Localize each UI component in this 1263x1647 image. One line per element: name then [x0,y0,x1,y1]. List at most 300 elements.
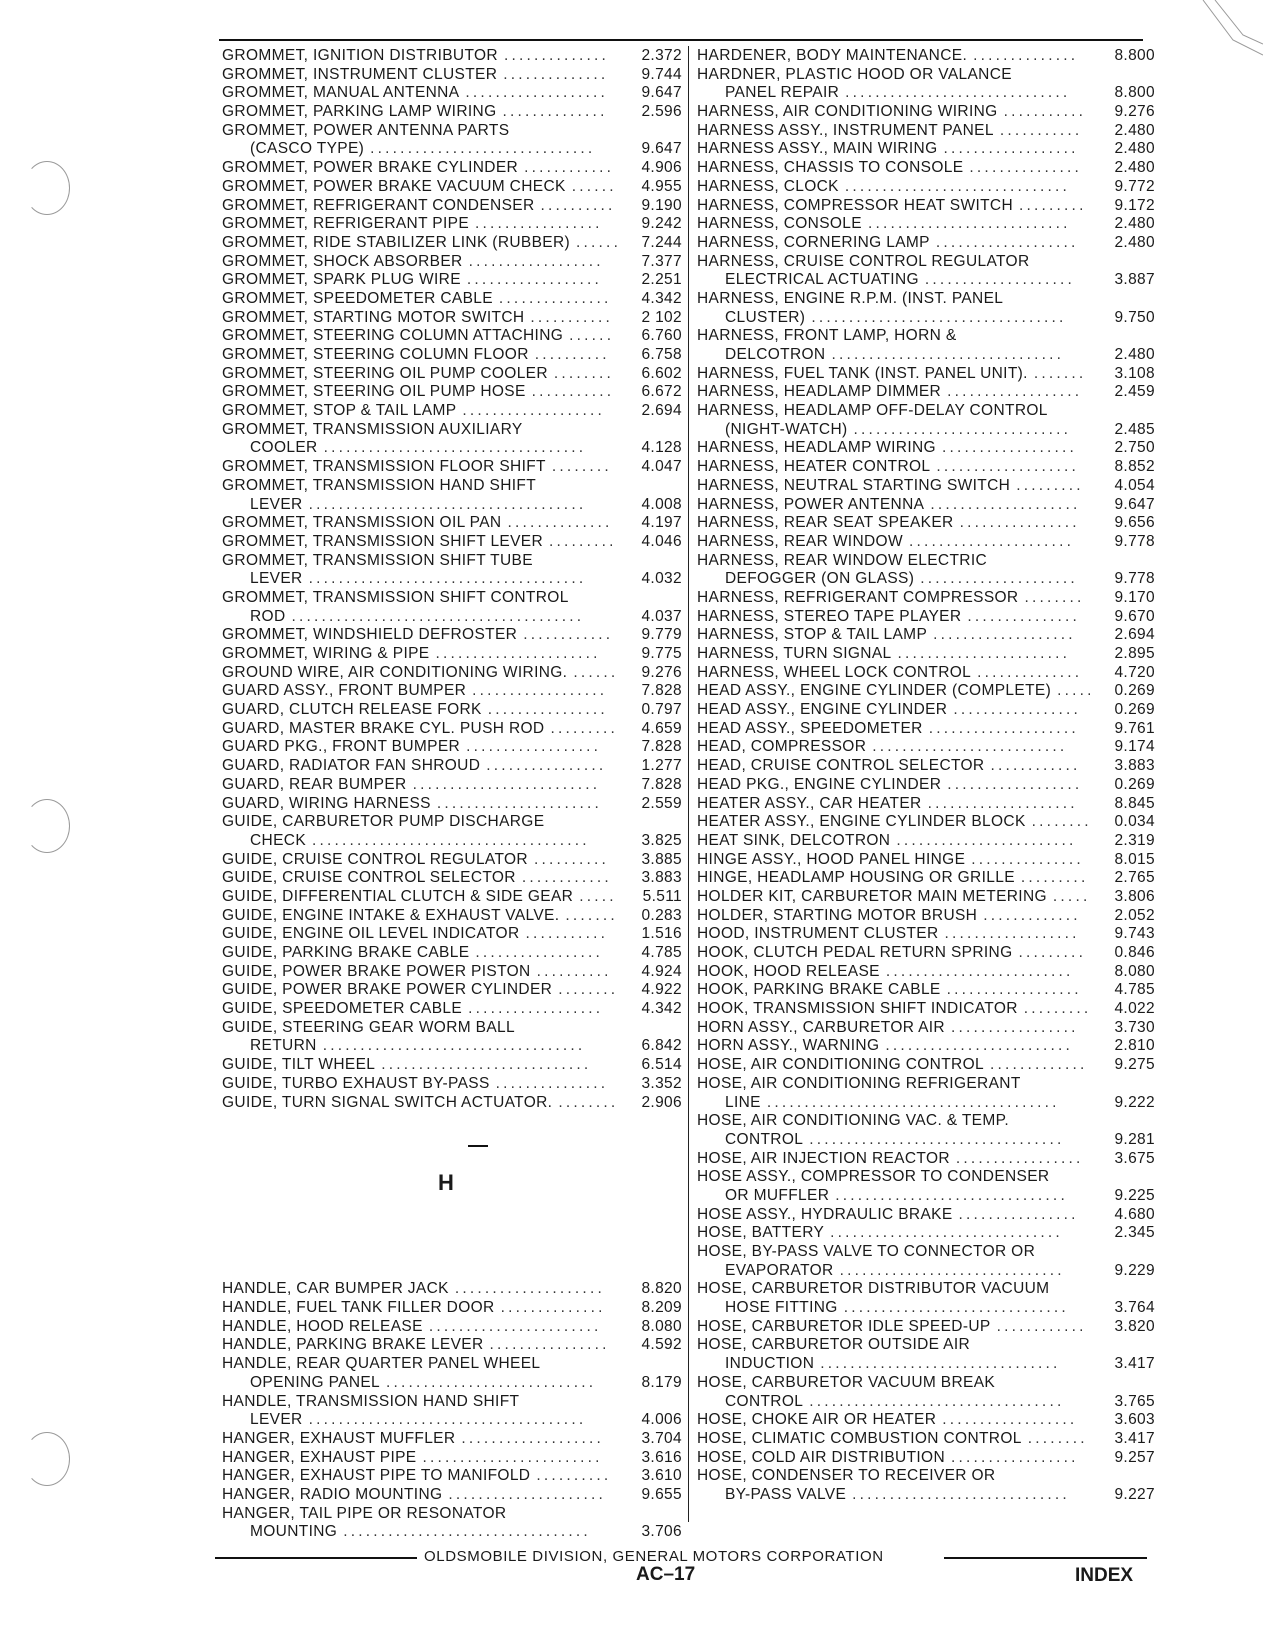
entry-text: GUIDE, TURBO EXHAUST BY-PASS [222,1074,490,1092]
dot-leader: ....... [1033,364,1087,382]
index-entry [222,888,682,907]
entry-page-ref: 9.775 [641,645,682,662]
entry-text: GROMMET, TRANSMISSION HAND SHIFT [222,476,537,494]
entry-page-ref: 0.797 [641,701,682,719]
dot-leader: ............. [983,906,1081,924]
entry-text: HOOK, HOOD RELEASE [697,962,880,980]
dot-leader: ................... [462,402,606,420]
entry-page-ref: 3.417 [1114,1355,1155,1373]
entry-text: LINE [725,1093,761,1111]
entry-page-ref: 0.269 [1114,775,1155,793]
index-entry [697,514,1155,533]
entry-page-ref: 4.197 [641,514,682,532]
dot-leader: .............................. [370,140,596,158]
dot-leader: ................. [953,701,1081,719]
index-entry [697,271,1155,290]
entry-page-ref: 3.765 [1114,1392,1155,1410]
index-entry [222,832,682,851]
entry-text: GROMMET, STOP & TAIL LAMP [222,402,457,420]
entry-page-ref: 9.779 [641,626,682,644]
entry-text: HOSE ASSY., HYDRAULIC BRAKE [697,1205,953,1223]
index-entry [697,645,1155,664]
dot-leader: ................. [951,1448,1079,1466]
entry-text: CONTROL [725,1130,804,1148]
entry-text: HARNESS, HEATER CONTROL [697,458,931,476]
entry-page-ref: 8.845 [1114,794,1155,812]
entry-text: HARNESS ASSY., INSTRUMENT PANEL [697,121,994,139]
entry-page-ref: 9.670 [1114,607,1155,625]
index-entry [222,514,682,533]
entry-page-ref: 4.128 [641,439,682,457]
dot-leader: .................. [468,1000,604,1018]
entry-text: HARNESS, REFRIGERANT COMPRESSOR [697,588,1019,606]
entry-text: HORN ASSY., CARBURETOR AIR [697,1018,945,1036]
entry-text: HARNESS, COMPRESSOR HEAT SWITCH [697,196,1014,214]
dot-leader: .................... [927,794,1078,812]
index-entry [222,589,682,608]
entry-text: GUIDE, CARBURETOR PUMP DISCHARGE [222,813,545,831]
entry-page-ref: 4.906 [641,159,682,177]
entry-page-ref: 0.283 [641,906,682,924]
dot-leader: ........... [531,383,615,401]
index-entry [222,1280,682,1299]
entry-text: HARNESS, HEADLAMP OFF-DELAY CONTROL [697,402,1048,420]
index-entry [697,1112,1155,1131]
entry-text: HANGER, TAIL PIPE OR RESONATOR [222,1504,507,1522]
entry-text: HANGER, EXHAUST PIPE TO MANIFOLD [222,1467,531,1485]
entry-text: HOSE, AIR CONDITIONING CONTROL [697,1056,984,1074]
entry-page-ref: 8.800 [1114,47,1155,64]
index-entry [697,1262,1155,1281]
dot-leader: .................. [466,738,602,756]
dot-leader: .................. [946,981,1082,999]
dot-leader: ........ [553,364,614,382]
index-entry [222,66,682,85]
index-entry [222,963,682,982]
index-entry [697,365,1155,384]
entry-page-ref: 4.680 [1114,1205,1155,1223]
entry-page-ref: 4.342 [641,289,682,307]
entry-text: HARNESS, NEUTRAL STARTING SWITCH [697,476,1011,494]
entry-text: HOSE, COLD AIR DISTRIBUTION [697,1448,946,1466]
dot-leader: ............... [967,607,1081,625]
entry-text: HOLDER KIT, CARBURETOR MAIN METERING [697,887,1047,905]
index-entry [222,981,682,1000]
dot-leader: ............................ [386,1373,597,1391]
entry-page-ref: 3.885 [641,850,682,868]
dot-leader: ............ [990,757,1081,775]
dot-leader: .................................. [809,1392,1065,1410]
entry-text: GUIDE, PARKING BRAKE CABLE [222,944,470,961]
dot-leader: .............................. [844,177,1071,195]
dot-leader: .................. [942,1411,1078,1429]
index-entry [222,1318,682,1337]
entry-page-ref: 4.785 [641,944,682,961]
index-entry [697,178,1155,197]
index-entry [222,925,682,944]
entry-text: LEVER [250,495,303,513]
dot-leader: ............................. [853,420,1072,438]
entry-page-ref: 3.764 [1114,1299,1155,1317]
entry-page-ref: 9.778 [1114,532,1155,550]
dot-leader: ...................... [435,645,601,662]
blank-line [222,1262,682,1281]
dot-leader: ................. [950,1018,1079,1036]
entry-page-ref: 4.342 [641,1000,682,1018]
entry-text: GUIDE, CRUISE CONTROL SELECTOR [222,869,516,887]
entry-text: GROMMET, STEERING OIL PUMP COOLER [222,364,548,382]
entry-page-ref: 2.372 [641,47,682,64]
entry-text: HOSE, AIR INJECTION REACTOR [697,1149,950,1167]
entry-page-ref: 9.275 [1114,1056,1155,1074]
index-entry [222,533,682,552]
entry-page-ref: 3.883 [1114,757,1155,775]
dot-leader: ...................... [436,794,603,812]
index-entry [697,47,1155,66]
entry-page-ref: 3.730 [1114,1018,1155,1036]
dot-leader: ......... [1019,196,1087,214]
index-entry [697,1411,1155,1430]
entry-text: HARNESS, STOP & TAIL LAMP [697,626,928,644]
index-entry [697,458,1155,477]
entry-page-ref: 3.887 [1114,271,1155,289]
index-entry [697,309,1155,328]
entry-page-ref: 2.895 [1114,645,1155,662]
dot-leader: ........ [1027,1429,1088,1447]
index-entry [697,776,1155,795]
entry-text: GUIDE, SPEEDOMETER CABLE [222,1000,463,1018]
entry-page-ref: 0.269 [1114,682,1155,700]
index-entry [222,570,682,589]
index-entry [222,458,682,477]
index-entry [222,813,682,832]
entry-text: HEAD ASSY., ENGINE CYLINDER (COMPLETE) [697,682,1052,700]
entry-text: GUIDE, TILT WHEEL [222,1056,376,1074]
dot-leader: .................................. [809,1130,1065,1148]
index-entry [222,421,682,440]
blank-line [222,1206,682,1225]
index-entry [222,1523,682,1542]
entry-page-ref: 9.229 [1114,1261,1155,1279]
entry-page-ref: 6.758 [641,346,682,363]
dot-leader: .......... [534,346,610,363]
index-entry [697,981,1155,1000]
entry-page-ref: 7.828 [641,738,682,756]
dot-leader: ........................... [867,215,1071,233]
index-entry [697,1037,1155,1056]
entry-page-ref: 9.225 [1114,1186,1155,1204]
index-entry [222,682,682,701]
entry-page-ref: 8.209 [641,1299,682,1317]
entry-text: (NIGHT-WATCH) [725,420,848,438]
entry-page-ref: 8.800 [1114,84,1155,102]
entry-text: MOUNTING [250,1523,338,1541]
entry-page-ref: 2.694 [1114,626,1155,644]
entry-text: GROMMET, WIRING & PIPE [222,645,430,662]
index-entry [697,1075,1155,1094]
index-entry [697,439,1155,458]
entry-page-ref: 6.842 [641,1037,682,1055]
index-entry [697,626,1155,645]
entry-page-ref: 2.319 [1114,831,1155,849]
dot-leader: ........ [1031,813,1092,831]
entry-text: HOSE, AIR CONDITIONING VAC. & TEMP. [697,1112,1009,1130]
index-entry [697,1000,1155,1019]
dot-leader: .......... [540,196,616,214]
index-entry [697,103,1155,122]
entry-text: GROMMET, TRANSMISSION FLOOR SHIFT [222,458,546,476]
entry-text: PANEL REPAIR [725,84,840,102]
entry-page-ref: 0.846 [1114,944,1155,961]
dot-leader: ..................... [448,1485,607,1503]
index-entry [222,757,682,776]
index-entry [222,738,682,757]
index-entry [222,439,682,458]
entry-text: HARNESS, CLOCK [697,177,839,195]
entry-page-ref: 4.047 [641,458,682,476]
dot-leader: ............... [498,289,612,307]
top-rule [219,39,1143,41]
entry-text: HOSE, CARBURETOR VACUUM BREAK [697,1373,996,1391]
dot-leader: ....................... [897,645,1071,662]
entry-text: EVAPORATOR [725,1261,834,1279]
entry-page-ref: 2.251 [641,271,682,289]
entry-page-ref: 2.480 [1114,159,1155,177]
index-entry [222,851,682,870]
dot-leader: ................... [465,84,609,102]
dot-leader: ................... [935,233,1079,251]
entry-text: GUIDE, CRUISE CONTROL REGULATOR [222,850,528,868]
entry-page-ref: 2.906 [641,1093,682,1111]
punch-hole-middle [24,799,70,853]
entry-text: DELCOTRON [725,346,826,363]
dot-leader: ........... [525,925,609,943]
index-entry [222,253,682,272]
entry-text: CHECK [250,831,307,849]
index-entry [222,1094,682,1113]
index-entry [222,1019,682,1038]
entry-page-ref: 9.276 [1114,103,1155,121]
index-entry [697,869,1155,888]
entry-text: HOOD, INSTRUMENT CLUSTER [697,925,939,943]
index-entry [697,477,1155,496]
entry-text: LEVER [250,570,303,588]
entry-text: HARNESS, REAR SEAT SPEAKER [697,514,954,532]
index-entry [697,682,1155,701]
dot-leader: .............. [502,103,608,121]
entry-page-ref: 1.516 [641,925,682,943]
entry-page-ref: 4.592 [641,1336,682,1354]
entry-page-ref: 9.227 [1114,1485,1155,1503]
dot-leader: ......... [549,532,617,550]
entry-text: HOOK, CLUTCH PEDAL RETURN SPRING [697,944,1013,961]
entry-page-ref: 2.480 [1114,121,1155,139]
entry-text: HEAD, COMPRESSOR [697,738,867,756]
entry-text: HOOK, PARKING BRAKE CABLE [697,981,941,999]
dot-leader: ................... [461,1429,605,1447]
entry-page-ref: 3.610 [641,1467,682,1485]
entry-text: HANDLE, TRANSMISSION HAND SHIFT [222,1392,520,1410]
index-entry [222,346,682,365]
entry-page-ref: 9.242 [641,215,682,233]
entry-text: HEAD ASSY., SPEEDOMETER [697,719,923,737]
entry-page-ref: 3.108 [1114,364,1155,382]
dot-leader: .............. [507,514,613,532]
index-entry [222,290,682,309]
entry-page-ref: 3.825 [641,831,682,849]
entry-text: GUARD, REAR BUMPER [222,775,407,793]
index-entry [222,234,682,253]
entry-text: GROMMET, SHOCK ABSORBER [222,252,463,270]
index-entry [222,907,682,926]
entry-text: HOSE, CHOKE AIR OR HEATER [697,1411,937,1429]
dot-leader: ................ [959,514,1080,532]
dot-leader: .......... [536,1467,612,1485]
entry-text: HEATER ASSY., ENGINE CYLINDER BLOCK [697,813,1026,831]
entry-page-ref: 8.820 [641,1280,682,1298]
entry-text: HOSE, CARBURETOR OUTSIDE AIR [697,1336,971,1354]
entry-text: HARNESS, CHASSIS TO CONSOLE [697,159,964,177]
index-entry [222,1430,682,1449]
entry-text: (CASCO TYPE) [250,140,365,158]
index-entry [697,1056,1155,1075]
entry-text: OPENING PANEL [250,1373,381,1391]
index-entry [697,421,1155,440]
dot-leader: ........ [558,1093,619,1111]
punch-hole-bottom [24,1432,70,1486]
entry-text: DEFOGGER (ON GLASS) [725,570,915,588]
entry-text: GROMMET, TRANSMISSION SHIFT TUBE [222,551,533,569]
dot-leader: .............. [977,663,1083,681]
index-entry [697,1374,1155,1393]
entry-page-ref: 0.034 [1114,813,1155,831]
entry-text: GROMMET, POWER BRAKE CYLINDER [222,159,519,177]
index-entry [697,832,1155,851]
entry-page-ref: 9.190 [641,196,682,214]
entry-page-ref: 2.559 [641,794,682,812]
dot-leader: .................. [944,925,1080,943]
index-entry [222,1467,682,1486]
entry-page-ref: 2.052 [1114,906,1155,924]
entry-page-ref: 2.345 [1114,1224,1155,1242]
index-entry [697,552,1155,571]
entry-text: HOLDER, STARTING MOTOR BRUSH [697,906,978,924]
index-entry [222,1355,682,1374]
entry-page-ref: 4.037 [641,607,682,625]
entry-text: GROMMET, POWER BRAKE VACUUM CHECK [222,177,566,195]
index-entry [697,1318,1155,1337]
index-entry [222,309,682,328]
entry-text: GUARD PKG., FRONT BUMPER [222,738,461,756]
dot-leader: ................ [489,1336,610,1354]
entry-page-ref: 9.647 [641,84,682,102]
index-entry [697,1150,1155,1169]
entry-text: HOOK, TRANSMISSION SHIFT INDICATOR [697,1000,1018,1018]
entry-page-ref: 6.602 [641,364,682,382]
dot-leader: ............ [523,626,614,644]
index-entry [697,1187,1155,1206]
dot-leader: ..................................... [312,831,590,849]
dot-leader: ............ [996,1317,1087,1335]
blank-line [222,1243,682,1262]
entry-page-ref: 3.806 [1114,887,1155,905]
index-entry [222,383,682,402]
entry-text: HARNESS, WHEEL LOCK CONTROL [697,663,972,681]
entry-page-ref: 3.352 [641,1074,682,1092]
index-entry [222,122,682,141]
dot-leader: ............... [969,159,1083,177]
entry-text: HORN ASSY., WARNING [697,1037,880,1055]
index-entry [222,626,682,645]
entry-page-ref: 2 102 [641,308,682,326]
entry-text: HEAT SINK, DELCOTRON [697,831,891,849]
dot-leader: ............... [971,850,1084,868]
dot-leader: .......................... [872,738,1068,756]
entry-text: HARNESS ASSY., MAIN WIRING [697,140,938,158]
dot-leader: ................... [936,458,1080,476]
entry-text: HOSE FITTING [725,1299,838,1317]
entry-text: HARNESS, REAR WINDOW [697,532,903,550]
entry-page-ref: 9.761 [1114,719,1155,737]
index-entry [222,664,682,683]
entry-text: GROMMET, TRANSMISSION OIL PAN [222,514,502,532]
dot-leader: ................................... [322,1037,586,1055]
dot-leader: ......... [1023,1000,1092,1018]
entry-text: ELECTRICAL ACTUATING [725,271,919,289]
entry-text: HANDLE, FUEL TANK FILLER DOOR [222,1299,495,1317]
index-entry [222,645,682,664]
index-entry [222,215,682,234]
index-entry [697,963,1155,982]
entry-page-ref: 1.277 [641,757,682,775]
index-entry [222,1000,682,1019]
entry-page-ref: 6.760 [641,327,682,345]
entry-text: GUARD, MASTER BRAKE CYL. PUSH ROD [222,719,545,737]
index-entry [697,66,1155,85]
entry-page-ref: 3.603 [1114,1411,1155,1429]
index-entry [222,1411,682,1430]
entry-text: GUARD, WIRING HARNESS [222,794,431,812]
dot-leader: .................. [466,271,603,289]
entry-text: HANGER, EXHAUST MUFFLER [222,1429,456,1447]
index-entry [697,795,1155,814]
footer-section-name: INDEX [1075,1565,1134,1586]
entry-page-ref: 6.514 [641,1056,682,1074]
entry-text: GROMMET, POWER ANTENNA PARTS [222,121,510,139]
entry-page-ref: 9.172 [1114,196,1155,214]
index-entry [222,869,682,888]
dot-leader: .......... [536,962,612,980]
entry-page-ref: 9.655 [641,1485,682,1503]
index-entry [222,1393,682,1412]
index-entry [222,327,682,346]
entry-page-ref: 3.616 [641,1448,682,1466]
index-entry [222,552,682,571]
dot-leader: .................. [941,439,1078,457]
dot-leader: ................. [475,944,604,961]
dot-leader: .................. [943,140,1079,158]
entry-page-ref: 9.170 [1114,588,1155,606]
index-entry [697,570,1155,589]
entry-page-ref: 4.006 [641,1411,682,1429]
index-entry [697,1355,1155,1374]
entry-text: GROMMET, TRANSMISSION AUXILIARY [222,420,523,438]
entry-page-ref: 3.706 [641,1523,682,1541]
entry-text: RETURN [250,1037,317,1055]
entry-text: HARNESS, FRONT LAMP, HORN & [697,327,957,345]
dot-leader: ...................... [908,532,1075,550]
dot-leader: ....................................... [766,1093,1060,1111]
